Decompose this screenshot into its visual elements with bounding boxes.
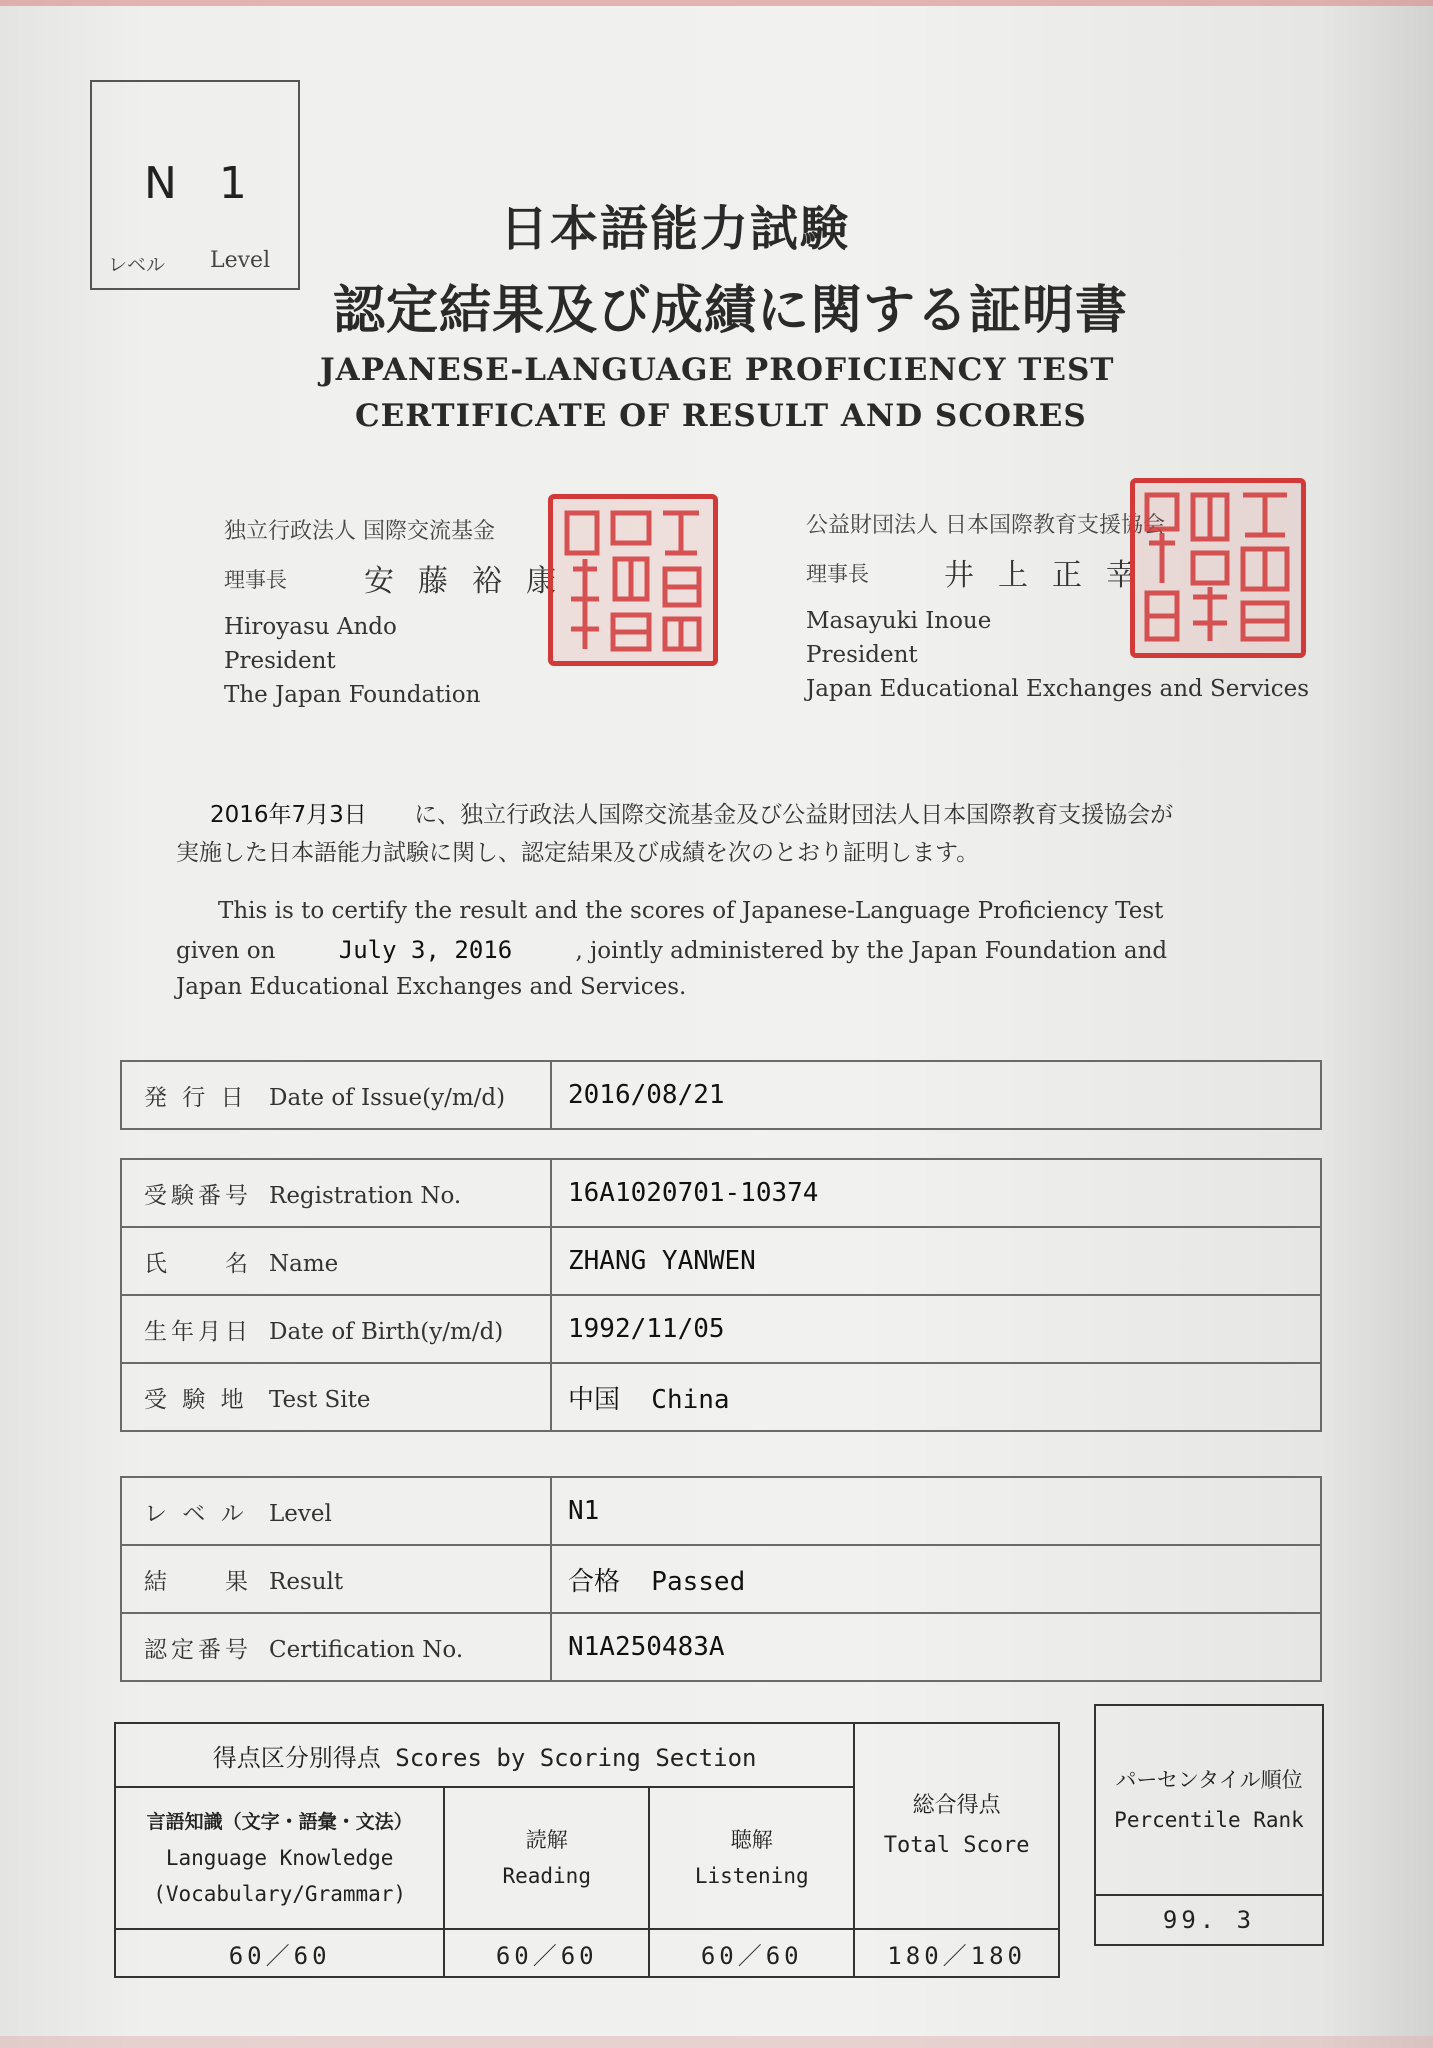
statement-en-line2 <box>176 936 1167 964</box>
name-label <box>121 1227 551 1295</box>
result-label-en: Result <box>269 1568 344 1595</box>
percentile-header-row <box>1095 1705 1323 1895</box>
birth-date-value: 1992/11/05 <box>551 1295 1321 1363</box>
level-label-en: Level <box>269 1500 332 1527</box>
statement-en-line3: Japan Educational Exchanges and Services. <box>176 974 687 1000</box>
level-label <box>121 1477 551 1545</box>
page-bottom-edge <box>0 2036 1433 2048</box>
scores-table <box>114 1722 1060 1978</box>
name-value: ZHANG YANWEN <box>551 1227 1321 1295</box>
table-row <box>121 1227 1321 1295</box>
signatory2-title-en: President <box>806 642 918 668</box>
scores-value-row <box>115 1929 1059 1977</box>
signatory1-name-en: Hiroyasu Ando <box>224 614 397 640</box>
registration-label-en: Registration No. <box>269 1182 462 1209</box>
result-table <box>120 1476 1322 1682</box>
result-label <box>121 1545 551 1613</box>
statement-en-date: July 3, 2016 <box>338 936 513 964</box>
birth-date-label-jp: 生年月日 <box>144 1318 252 1345</box>
listening-en: Listening <box>694 1864 809 1888</box>
knowledge-en1: Language Knowledge <box>165 1846 394 1870</box>
title-en-line2: CERTIFICATE OF RESULT AND SCORES <box>355 398 1087 434</box>
knowledge-header <box>115 1787 444 1929</box>
percentile-header <box>1095 1705 1323 1895</box>
title-jp-line1: 日本語能力試験 <box>500 201 851 257</box>
test-site-label-jp: 受 験 地 <box>144 1386 248 1413</box>
signatory2-org-en: Japan Educational Exchanges and Services <box>806 676 1310 702</box>
percentile-en: Percentile Rank <box>1114 1808 1304 1832</box>
statement-en-line2-rest: , jointly administered by the Japan Foundation and <box>575 938 1168 964</box>
table-row <box>121 1613 1321 1681</box>
result-value: 合格 Passed <box>551 1545 1321 1613</box>
title-jp-line2: 認定結果及び成績に関する証明書 <box>333 280 1129 341</box>
table-row <box>121 1477 1321 1545</box>
level-box-value: N 1 <box>144 158 261 209</box>
level-label-jp: レ ベ ル <box>144 1500 248 1527</box>
listening-header <box>649 1787 854 1929</box>
signatory1-name-jp: 安藤裕康 <box>364 564 580 599</box>
level-box-label-en: Level <box>210 248 271 273</box>
scores-header-row <box>115 1723 1059 1787</box>
percentile-jp: パーセンタイル順位 <box>1115 1768 1303 1792</box>
knowledge-jp: 言語知識（文字・語彙・文法） <box>146 1811 413 1833</box>
level-value: N1 <box>551 1477 1321 1545</box>
name-label-en: Name <box>269 1250 339 1277</box>
test-site-value: 中国 China <box>551 1363 1321 1431</box>
issue-label-jp: 発 行 日 <box>144 1084 248 1111</box>
table-row <box>121 1295 1321 1363</box>
issue-value: 2016/08/21 <box>551 1061 1321 1129</box>
test-site-label <box>121 1363 551 1431</box>
statement-en-line1: This is to certify the result and the scores of Japanese-Language Proficiency Test <box>218 898 1164 924</box>
statement-jp-line2: 実施した日本語能力試験に関し、認定結果及び成績を次のとおり証明します。 <box>176 840 980 866</box>
statement-jp-date: 2016年7月3日 <box>210 802 367 828</box>
total-score-header <box>854 1723 1059 1929</box>
signatory2-org-jp: 公益財団法人 日本国際教育支援協会 <box>806 513 1165 538</box>
reading-jp: 読解 <box>525 1828 568 1852</box>
listening-score: 60／60 <box>649 1929 854 1977</box>
name-label-jp: 氏 名 <box>144 1250 252 1277</box>
certification-value: N1A250483A <box>551 1613 1321 1681</box>
table-row <box>121 1545 1321 1613</box>
certification-label-jp: 認定番号 <box>144 1636 252 1663</box>
issue-label <box>121 1061 551 1129</box>
signatory2-role-jp: 理事長 <box>806 562 869 586</box>
birth-date-label-en: Date of Birth(y/m/d) <box>269 1318 504 1345</box>
result-label-jp: 結 果 <box>144 1568 252 1595</box>
percentile-value: 99. 3 <box>1095 1895 1323 1945</box>
page-top-edge <box>0 0 1433 6</box>
seal-japan-foundation <box>548 494 718 666</box>
scores-section-title: 得点区分別得点 Scores by Scoring Section <box>115 1723 854 1787</box>
title-en-line1: JAPANESE-LANGUAGE PROFICIENCY TEST <box>320 352 1115 388</box>
table-row <box>121 1159 1321 1227</box>
level-box <box>90 80 300 290</box>
level-box-label-jp: レベル <box>108 254 166 276</box>
signatory1-org-en: The Japan Foundation <box>224 682 481 708</box>
knowledge-score: 60／60 <box>115 1929 444 1977</box>
total-score-en: Total Score <box>883 1833 1030 1858</box>
knowledge-en2: (Vocabulary/Grammar) <box>153 1882 407 1906</box>
table-row <box>121 1363 1321 1431</box>
issue-label-en: Date of Issue(y/m/d) <box>269 1084 506 1111</box>
registration-label <box>121 1159 551 1227</box>
reading-header <box>444 1787 649 1929</box>
listening-jp: 聴解 <box>730 1828 773 1852</box>
total-score-jp: 総合得点 <box>912 1793 1001 1818</box>
statement-en-given-on: given on <box>176 938 276 964</box>
signatory2-name-en: Masayuki Inoue <box>806 608 992 634</box>
seal-jees <box>1130 478 1306 658</box>
certification-label <box>121 1613 551 1681</box>
test-site-label-en: Test Site <box>269 1386 371 1413</box>
issue-table <box>120 1060 1322 1130</box>
registration-value: 16A1020701-10374 <box>551 1159 1321 1227</box>
signatory1-title-en: President <box>224 648 336 674</box>
statement-jp-line1 <box>210 796 1173 829</box>
birth-date-label <box>121 1295 551 1363</box>
registration-label-jp: 受験番号 <box>144 1182 252 1209</box>
percentile-value-row <box>1095 1895 1323 1945</box>
total-score: 180／180 <box>854 1929 1059 1977</box>
signatory1-role-jp: 理事長 <box>224 568 287 592</box>
certification-label-en: Certification No. <box>269 1636 464 1663</box>
signatory1-org-jp: 独立行政法人 国際交流基金 <box>224 519 495 544</box>
personal-info-table <box>120 1158 1322 1432</box>
reading-score: 60／60 <box>444 1929 649 1977</box>
issue-row <box>121 1061 1321 1129</box>
percentile-table <box>1094 1704 1324 1946</box>
statement-jp-line1-rest: に、独立行政法人国際交流基金及び公益財団法人日本国際教育支援協会が <box>414 802 1174 828</box>
signatory2-name-jp: 井上正幸 <box>944 558 1160 593</box>
reading-en: Reading <box>502 1864 591 1888</box>
